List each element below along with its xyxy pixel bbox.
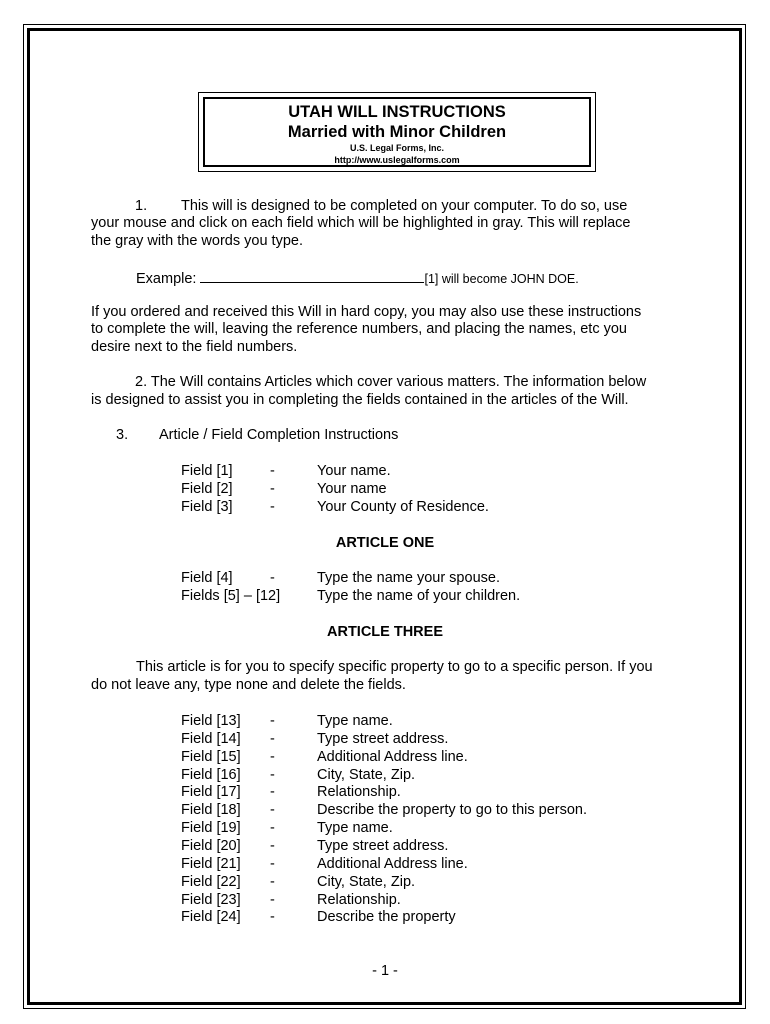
field-description: Relationship. [317, 892, 401, 908]
field-label: Field [17] [181, 784, 241, 800]
field-label: Field [19] [181, 820, 241, 836]
para2-line1: If you ordered and received this Will in hard copy, you may also use these instructions [91, 304, 642, 320]
field-description: Additional Address line. [317, 856, 468, 872]
field-description: Your County of Residence. [317, 499, 489, 515]
field-dash: - [270, 909, 275, 925]
document-subtitle: Married with Minor Children [287, 123, 507, 141]
field-dash: - [270, 767, 275, 783]
field-dash: - [270, 820, 275, 836]
field-label: Field [14] [181, 731, 241, 747]
field-dash: - [270, 856, 275, 872]
field-description: Your name. [317, 463, 391, 479]
field-description: Relationship. [317, 784, 401, 800]
field-dash: - [270, 749, 275, 765]
field-description: City, State, Zip. [317, 767, 416, 783]
field-description: Type the name your spouse. [317, 570, 500, 586]
article-three-heading: ARTICLE THREE [327, 624, 443, 640]
field-description: Additional Address line. [317, 749, 468, 765]
section3-title: Article / Field Completion Instructions [159, 427, 399, 443]
field-label: Field [16] [181, 767, 241, 783]
field-description: Type street address. [317, 731, 449, 747]
para1-line1: This will is designed to be completed on your computer. To do so, use [181, 198, 628, 214]
field-label: Fields [5] – [12] [181, 588, 281, 604]
company-name: U.S. Legal Forms, Inc. [349, 143, 445, 153]
field-dash: - [270, 463, 275, 479]
field-label: Field [24] [181, 909, 241, 925]
field-label: Field [3] [181, 499, 233, 515]
field-description: Type name. [317, 820, 393, 836]
field-label: Field [2] [181, 481, 233, 497]
field-dash: - [270, 802, 275, 818]
para2-line2: to complete the will, leaving the reference numbers, and placing the names, etc you [91, 321, 627, 337]
document-title: UTAH WILL INSTRUCTIONS [288, 103, 506, 121]
field-description: Type street address. [317, 838, 449, 854]
field-description: Your name [317, 481, 387, 497]
field-label: Field [15] [181, 749, 241, 765]
field-label: Field [20] [181, 838, 241, 854]
example-suffix: [1] will become JOHN DOE. [424, 272, 579, 286]
field-description: Type name. [317, 713, 393, 729]
field-dash: - [270, 838, 275, 854]
page-number: - 1 - [372, 963, 398, 979]
field-description: Describe the property [317, 909, 456, 925]
article-three-para-line2: do not leave any, type none and delete the fields. [91, 677, 406, 693]
para3-line2: is designed to assist you in completing the fields contained in the articles of the Will. [91, 392, 629, 408]
field-dash: - [270, 892, 275, 908]
company-url: http://www.uslegalforms.com [334, 155, 460, 165]
field-label: Field [23] [181, 892, 241, 908]
field-dash: - [270, 784, 275, 800]
field-description: Type the name of your children. [317, 588, 521, 604]
field-label: Field [4] [181, 570, 233, 586]
field-label: Field [18] [181, 802, 241, 818]
article-three-para-line1: This article is for you to specify specific property to go to a specific person. If you [136, 659, 653, 675]
field-label: Field [21] [181, 856, 241, 872]
para1-line3: the gray with the words you type. [91, 233, 303, 249]
field-dash: - [270, 481, 275, 497]
field-dash: - [270, 713, 275, 729]
field-dash: - [270, 499, 275, 515]
para1-number: 1. [135, 198, 148, 214]
example-line [136, 268, 579, 288]
article-one-heading: ARTICLE ONE [335, 535, 435, 551]
para2-line3: desire next to the field numbers. [91, 339, 298, 355]
field-description: City, State, Zip. [317, 874, 416, 890]
field-description: Describe the property to go to this person. [317, 802, 588, 818]
field-label: Field [13] [181, 713, 241, 729]
field-label: Field [1] [181, 463, 233, 479]
example-blank [200, 268, 424, 283]
field-label: Field [22] [181, 874, 241, 890]
field-dash: - [270, 874, 275, 890]
field-dash: - [270, 731, 275, 747]
field-dash: - [270, 570, 275, 586]
title-box [203, 97, 591, 167]
section3-number: 3. [116, 427, 129, 443]
para3-line1: 2. The Will contains Articles which cover various matters. The information below [135, 374, 647, 390]
example-label: Example: [136, 271, 197, 287]
para1-line2: your mouse and click on each field which will be highlighted in gray. This will replace [91, 215, 631, 231]
